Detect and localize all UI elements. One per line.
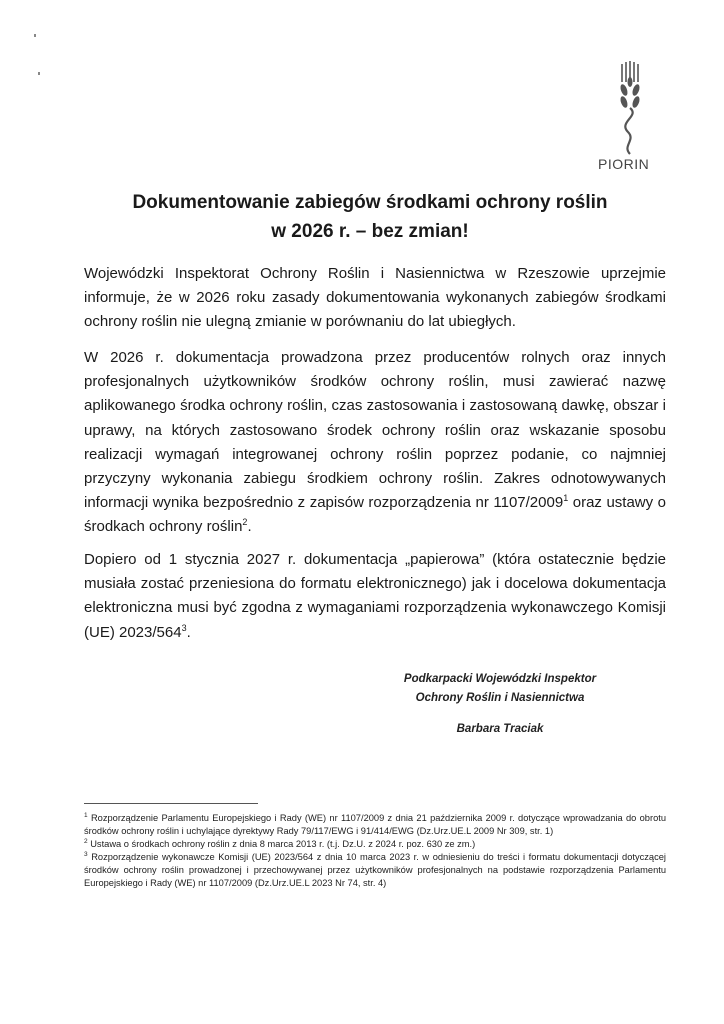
paragraph-2-end: .	[247, 518, 252, 536]
footnote-ref-1: 1	[563, 493, 569, 504]
paragraph-3	[84, 548, 666, 645]
title-line-2: w 2026 r. – bez zmian!	[271, 221, 469, 242]
footnote-3	[84, 851, 666, 890]
paragraph-2-text: W 2026 r. dokumentacja prowadzona przez producentów rolnych oraz innych profesjonalnych użytkowników środków ochrony roślin, musi zawierać nazwę aplikowanego środka ochrony roślin, czas zastosowania i zastosowaną dawkę, obszar i uprawy, na których zastosowano środek ochrony roślin oraz wskazanie sposobu realizacji wymagań integrowanej ochrony roślin poprzez podanie, co najmniej przyczyny wykonania zabiegu środkiem ochrony roślin. Zakres odnotowywanych informacji wynika bezpośrednio z zapisów rozporządzenia nr 1107/2009	[84, 349, 666, 512]
footnote-text-1: Rozporządzenie Parlamentu Europejskiego i Rady (WE) nr 1107/2009 z dnia 21 października 2009 r. dotyczące wprowadzania do obrotu środków ochrony roślin i uchylające dyrektywy Rady 79/117/EWG i 91/414/EWG (Dz.Urz.UE.L 2009 Nr 309, str. 1)	[84, 813, 666, 836]
scan-speck	[38, 72, 40, 75]
footnote-mark-1: 1	[84, 811, 88, 819]
footnote-ref-3: 3	[181, 622, 187, 633]
paragraph-1: Wojewódzki Inspektorat Ochrony Roślin i Nasiennictwa w Rzeszowie uprzejmie informuje, że w 2026 roku zasady dokumentowania wykonanych zabiegów środkami ochrony roślin nie ulegną zmianie w porównaniu do lat ubiegłych.	[84, 265, 666, 331]
scan-speck	[34, 34, 36, 37]
piorin-logo	[594, 60, 666, 178]
paragraph-3-text: Dopiero od 1 stycznia 2027 r. dokumentacja „papierowa” (która ostatecznie będzie musiała zostać przeniesiona do formatu elektronicznego) jak i docelowa dokumentacja elektroniczna musi być zgodna z wymaganiami rozporządzenia wykonawczego Komisji (UE) 2023/564	[84, 551, 666, 641]
paragraph-3-end: .	[186, 623, 191, 641]
paragraph-2	[84, 346, 666, 540]
piorin-wheat-logo-icon	[610, 60, 650, 156]
signature-block	[340, 670, 660, 739]
footnote-1	[84, 812, 666, 838]
signature-title-line-1: Podkarpacki Wojewódzki Inspektor	[403, 673, 597, 685]
paragraph-2-text-cont: oraz ustawy o środkach ochrony roślin	[84, 494, 666, 536]
logo-text: PIORIN	[598, 156, 650, 172]
footnote-text-3: Rozporządzenie wykonawcze Komisji (UE) 2023/564 z dnia 10 marca 2023 r. w odniesieniu do treści i formatu dokumentacji dotyczącej środków ochrony roślin prowadzonej i przechowywanej przez użytkowników profesjonalnych na podstawie rozporządzenia Parlamentu Europejskiego i Rady (WE) nr 1107/2009 (Dz.Urz.UE.L 2023 Nr 74, str. 4)	[84, 852, 666, 888]
footnote-mark-3: 3	[84, 850, 88, 858]
footnote-divider	[84, 803, 258, 804]
signature-title-line-2: Ochrony Roślin i Nasiennictwa	[415, 692, 585, 704]
page-title	[60, 188, 680, 246]
footnote-mark-2: 2	[84, 837, 88, 845]
signature-name: Barbara Traciak	[456, 723, 544, 735]
footnote-text-2: Ustawa o środkach ochrony roślin z dnia 8 marca 2013 r. (t.j. Dz.U. z 2024 r. poz. 630 ze zm.)	[87, 839, 476, 849]
footnote-ref-2: 2	[242, 517, 248, 528]
title-line-1: Dokumentowanie zabiegów środkami ochrony roślin	[132, 192, 608, 213]
footnotes	[84, 812, 666, 890]
footnote-2	[84, 838, 666, 851]
